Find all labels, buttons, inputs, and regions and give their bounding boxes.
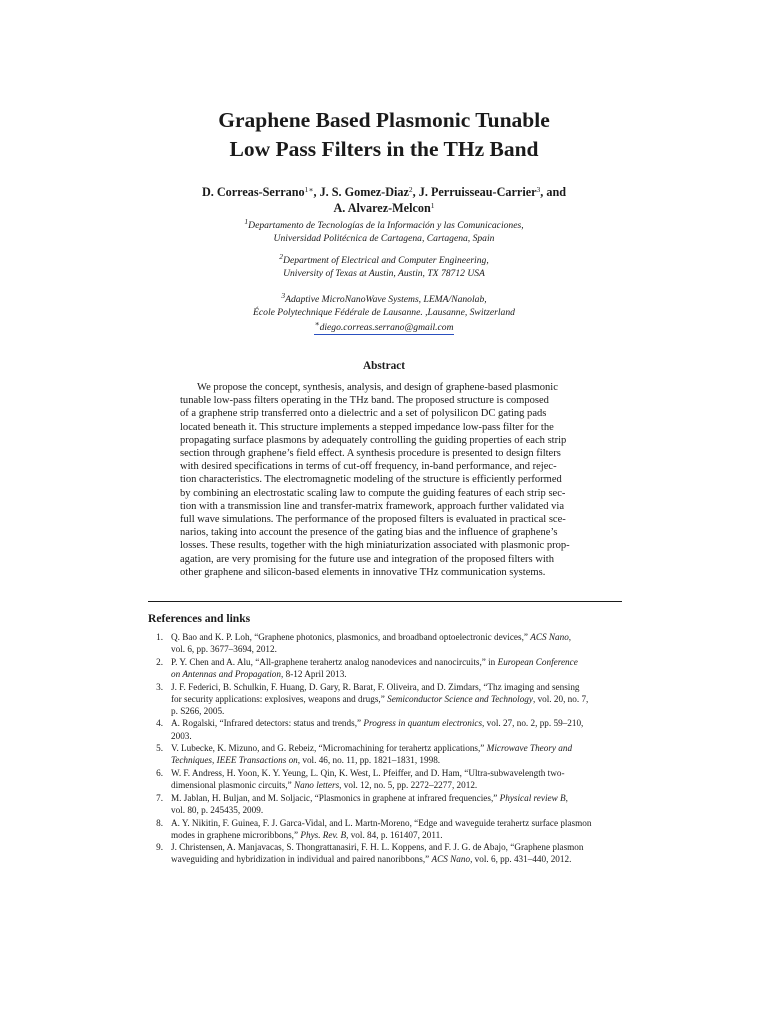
author-affil-marker: 1 bbox=[430, 201, 435, 210]
reference-line bbox=[171, 792, 626, 804]
abstract-line: propagating surface plasmons by adequately controlling the guiding properties of each strip bbox=[180, 434, 567, 446]
reference-number: 4. bbox=[156, 718, 163, 729]
abstract-line: full wave simulations. The performance of the proposed filters is evaluated in practical sce- bbox=[180, 514, 566, 526]
reference-text: for security applications: explosives, weapons and drugs,” bbox=[171, 693, 388, 704]
reference-line bbox=[171, 631, 626, 643]
affiliation-line: Universidad Politécnica de Cartagena, Cartagena, Spain bbox=[273, 233, 495, 244]
reference-text: waveguiding and hybridization in individual and paired nanoribbons,” bbox=[171, 854, 432, 865]
affiliation-line: University of Texas at Austin, Austin, TX 78712 USA bbox=[283, 268, 485, 279]
reference-item bbox=[146, 681, 626, 717]
affiliation-line: École Polytechnique Fédérale de Lausanne. ,Lausanne, Switzerland bbox=[253, 307, 515, 318]
reference-text: , bbox=[565, 792, 568, 803]
reference-line bbox=[171, 754, 626, 766]
section-divider bbox=[148, 601, 622, 602]
reference-line bbox=[171, 643, 626, 655]
reference-text: dimensional plasmonic circuits,” bbox=[171, 780, 294, 791]
reference-venue: Progress in quantum electronics bbox=[363, 718, 483, 729]
reference-venue: Nano letters bbox=[293, 780, 340, 791]
reference-text: vol. 80, p. 245435, 2009. bbox=[171, 804, 264, 815]
affiliation-2 bbox=[100, 254, 668, 280]
reference-text: 2003. bbox=[171, 730, 192, 741]
reference-line bbox=[171, 693, 626, 705]
reference-item bbox=[146, 742, 626, 766]
reference-line bbox=[171, 656, 626, 668]
reference-text: A. Y. Nikitin, F. Guinea, F. J. Garca-Vidal, and L. Martn-Moreno, “Edge and waveguide terahertz surface plasmon bbox=[171, 817, 592, 828]
reference-venue: Microwave Theory and bbox=[486, 743, 573, 754]
abstract-line: with desired specifications in terms of cut-off frequency, in-band performance, and rejec- bbox=[180, 461, 557, 473]
reference-number: 9. bbox=[156, 842, 163, 853]
abstract-line: tunable low-pass filters operating in the THz band. The proposed structure is composed bbox=[180, 395, 549, 407]
author-affil-marker: 1∗ bbox=[304, 185, 314, 194]
reference-text: p. S266, 2005. bbox=[171, 705, 225, 716]
abstract-body bbox=[180, 381, 592, 579]
reference-text: V. Lubecke, K. Mizuno, and G. Rebeiz, “Micromachining for terahertz applications,” bbox=[171, 743, 487, 754]
reference-number: 3. bbox=[156, 681, 163, 692]
reference-line bbox=[171, 817, 626, 829]
reference-venue: on Antennas and Propagation bbox=[171, 668, 281, 679]
reference-text: , vol. 27, no. 2, pp. 59–210, bbox=[482, 718, 584, 729]
reference-line bbox=[171, 853, 626, 865]
reference-line bbox=[171, 717, 626, 729]
reference-line bbox=[171, 767, 626, 779]
reference-line bbox=[171, 742, 626, 754]
reference-number: 7. bbox=[156, 792, 163, 803]
author-name: A. Alvarez-Melcon bbox=[333, 201, 431, 215]
affiliation-3 bbox=[100, 293, 668, 319]
abstract-line: tion with a transmission line and transfer-matrix framework, approach further validated via bbox=[180, 500, 565, 512]
abstract-line: tion characteristics. The electromagnetic modeling of the structure is efficiently performed bbox=[180, 474, 562, 486]
author-name: D. Correas-Serrano bbox=[201, 185, 305, 199]
reference-item bbox=[146, 817, 626, 841]
reference-number: 1. bbox=[156, 632, 163, 642]
abstract-line: located beneath it. This structure implements a stepped impedance low-pass filter for the bbox=[180, 421, 554, 433]
reference-text: , vol. 20, no. 7, bbox=[532, 693, 589, 704]
author-affil-marker: 3 bbox=[536, 185, 541, 194]
email-address: diego.correas.serrano@gmail.com bbox=[319, 322, 454, 333]
reference-venue: European Conference bbox=[497, 656, 578, 667]
email-link[interactable] bbox=[314, 319, 454, 335]
reference-venue: ACS Nano bbox=[530, 632, 569, 642]
affiliation-text: Departamento de Tecnologías de la Información y las Comunicaciones, bbox=[248, 220, 524, 231]
reference-item bbox=[146, 767, 626, 791]
reference-venue: Phys. Rev. B bbox=[300, 829, 347, 840]
reference-line bbox=[171, 668, 626, 680]
corresponding-email bbox=[100, 321, 668, 334]
reference-text: , bbox=[568, 632, 572, 642]
reference-number: 2. bbox=[156, 656, 163, 667]
abstract-line: We propose the concept, synthesis, analysis, and design of graphene-based plasmonic bbox=[197, 382, 558, 393]
reference-item bbox=[146, 841, 626, 865]
author-line bbox=[100, 184, 668, 200]
reference-item bbox=[146, 717, 626, 741]
reference-text: J. Christensen, A. Manjavacas, S. Thongrattanasiri, F. H. L. Koppens, and F. J. G. de Abajo, “Graphene plasmon bbox=[171, 842, 584, 853]
reference-text: , 8-12 April 2013. bbox=[281, 668, 347, 679]
reference-number: 5. bbox=[156, 743, 163, 754]
reference-text: M. Jablan, H. Buljan, and M. Soljacic, “Plasmonics in graphene at infrared frequencies,” bbox=[171, 792, 500, 803]
author-name: , J. Perruisseau-Carrier bbox=[412, 185, 537, 199]
reference-line bbox=[171, 705, 626, 717]
reference-line bbox=[171, 730, 626, 742]
references-list bbox=[146, 631, 626, 866]
title-line: Graphene Based Plasmonic Tunable bbox=[218, 108, 550, 132]
abstract-line: other graphene and silicon-based elements in innovative THz communication systems. bbox=[180, 566, 546, 578]
abstract-line: by combining an electrostatic scaling law to compute the guiding features of each strip sec- bbox=[180, 487, 566, 499]
reference-text: modes in graphene microribbons,” bbox=[171, 829, 301, 840]
abstract-line: section through graphene’s field effect. A synthesis procedure is presented to design filters bbox=[180, 448, 561, 460]
affiliation-line bbox=[100, 254, 668, 267]
reference-text: W. F. Andress, H. Yoon, K. Y. Yeung, L. Qin, K. West, L. Pfeiffer, and D. Ham, “Ultra-subwavelength two- bbox=[171, 768, 565, 778]
affiliation-line bbox=[100, 219, 668, 232]
abstract-line: losses. These results, together with the high miniaturization associated with plasmonic prop- bbox=[180, 540, 570, 552]
abstract-heading: Abstract bbox=[362, 360, 406, 372]
author-line bbox=[100, 200, 668, 216]
reference-number: 8. bbox=[156, 817, 163, 828]
reference-venue: Physical review B bbox=[499, 792, 566, 803]
author-affil-marker: 2 bbox=[408, 185, 413, 194]
reference-item bbox=[146, 792, 626, 816]
reference-line bbox=[171, 829, 626, 841]
reference-venue: ACS Nano bbox=[431, 854, 471, 865]
reference-text: , vol. 46, no. 11, pp. 1821–1831, 1998. bbox=[297, 755, 441, 766]
reference-item bbox=[146, 656, 626, 680]
reference-text: vol. 6, pp. 3677–3694, 2012. bbox=[171, 644, 277, 655]
affiliation-1 bbox=[100, 219, 668, 245]
reference-line bbox=[171, 804, 626, 816]
reference-text: J. F. Federici, B. Schulkin, F. Huang, D. Gary, R. Barat, F. Oliveira, and D. Zimdars, “Thz imaging and sensing bbox=[171, 681, 580, 692]
reference-text: , vol. 6, pp. 431–440, 2012. bbox=[470, 854, 572, 865]
references-heading: References and links bbox=[148, 612, 251, 625]
reference-text: A. Rogalski, “Infrared detectors: status and trends,” bbox=[171, 718, 364, 729]
reference-item bbox=[146, 631, 626, 655]
paper-title bbox=[100, 106, 668, 164]
affiliation-marker: 1 bbox=[244, 217, 249, 226]
reference-line bbox=[171, 779, 626, 791]
affiliation-marker: 3 bbox=[281, 291, 286, 300]
abstract-line: agation, are very promising for the future use and integration of the proposed filters with bbox=[180, 553, 555, 565]
affiliation-marker: 2 bbox=[279, 252, 284, 261]
reference-text: , vol. 12, no. 5, pp. 2272–2277, 2012. bbox=[339, 780, 478, 791]
affiliation-text: Adaptive MicroNanoWave Systems, LEMA/Nanolab, bbox=[285, 294, 487, 305]
affiliation-text: Department of Electrical and Computer Engineering, bbox=[283, 255, 489, 266]
abstract-line: of a graphene strip transferred onto a dielectric and a set of polysilicon DC gating pads bbox=[180, 408, 547, 420]
reference-text: Q. Bao and K. P. Loh, “Graphene photonics, plasmonics, and broadband optoelectronic devices,” bbox=[171, 632, 531, 642]
email-marker: ∗ bbox=[314, 319, 320, 328]
author-conjunction: , and bbox=[540, 185, 567, 199]
affiliation-line bbox=[100, 293, 668, 306]
author-list bbox=[100, 184, 668, 216]
reference-line bbox=[171, 841, 626, 853]
author-name: , J. S. Gomez-Diaz bbox=[313, 185, 409, 199]
reference-line bbox=[171, 681, 626, 693]
reference-number: 6. bbox=[156, 768, 163, 778]
reference-text: , vol. 84, p. 161407, 2011. bbox=[346, 829, 443, 840]
title-line: Low Pass Filters in the THz Band bbox=[229, 137, 539, 161]
reference-venue: Techniques, IEEE Transactions on bbox=[171, 755, 298, 766]
abstract-line: narios, taking into account the presence of the gating bias and the influence of graphene’s bbox=[180, 527, 558, 539]
reference-text: P. Y. Chen and A. Alu, “All-graphene terahertz analog nanodevices and nanocircuits,” in bbox=[171, 656, 498, 667]
reference-venue: Semiconductor Science and Technology bbox=[387, 693, 533, 704]
